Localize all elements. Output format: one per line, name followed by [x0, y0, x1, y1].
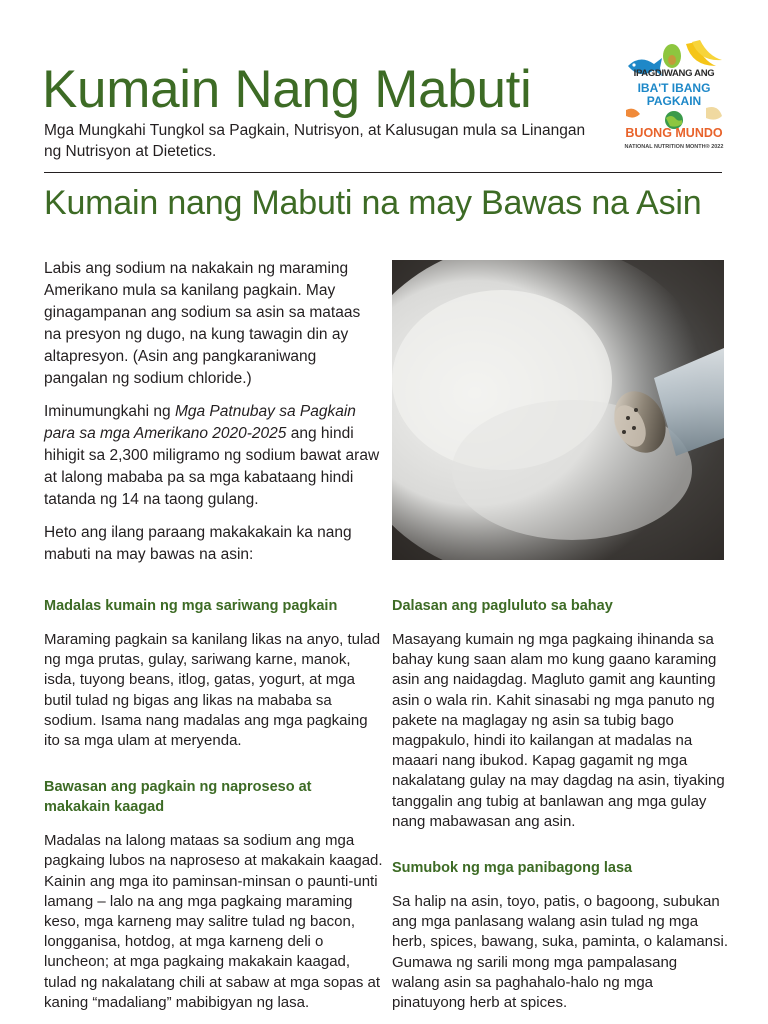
logo-line-2: IBA'T IBANG [637, 81, 711, 95]
intro-p2-prefix: Iminumungkahi ng [44, 403, 175, 420]
masthead-subtitle: Mga Mungkahi Tungkol sa Pagkain, Nutrisyon, at Kalusugan mula sa Linangan ng Nutrisyon at Dietetics. [44, 122, 586, 160]
section-body-new-flavors: Sa halip na asin, toyo, patis, o bagoong, subukan ang mga panlasang walang asin tulad ng mga herb, spices, bawang, suka, paminta, o kalamansi. Gumawa ng sarili mong mga pampalasang walang asin sa paghahalo-halo ng mga pinatuyong herb at spices. [392, 893, 729, 1012]
intro-paragraph-3: Heto ang ilang paraang makakakain ka nang mabuti na may bawas na asin: [44, 524, 352, 563]
intro-paragraph-2 [44, 401, 380, 511]
logo-line-4: BUONG MUNDO [625, 126, 723, 140]
intro-paragraph-1: Labis ang sodium na nakakain ng maraming Amerikano mula sa kanilang pagkain. May ginagampanan ang sodium sa asin sa mataas na presyon ng dugo, na kung tawagin din ay altapresyon. (Asin ang pangkaraniwang pangalan ng sodium chloride.) [44, 260, 361, 387]
salt-shaker-photo [392, 260, 724, 560]
logo-line-5: NATIONAL NUTRITION MONTH® 2022 [624, 144, 724, 150]
section-heading-processed-foods: Bawasan ang pagkain ng naproseso at makakain kaagad [44, 779, 312, 816]
intro-p2-suffix: ang hindi hihigit sa 2,300 miligramo ng sodium bawat araw at lalong mababa pa sa mga kabataang hindi tatanda ng 14 na taong gulang. [44, 425, 380, 508]
section-heading-fresh-foods: Madalas kumain ng mga sariwang pagkain [44, 598, 338, 614]
right-column [392, 596, 728, 1013]
intro-text [44, 258, 380, 577]
logo-line-3: PAGKAIN [646, 94, 702, 108]
section-heading-cook-at-home: Dalasan ang pagluluto sa bahay [392, 598, 613, 614]
section-body-fresh-foods: Maraming pagkain sa kanilang likas na anyo, tulad ng mga prutas, gulay, sariwang karne, manok, isda, tuyong beans, itlog, gatas, yogurt, at mga butil tulad ng bigas ang likas na mababa sa sodium. Isama nang madalas ang mga pagkaing ito sa mga ulam at meryenda. [44, 631, 381, 750]
logo-line-1: IPAGDIWANG ANG [633, 68, 715, 79]
section-body-cook-at-home: Masayang kumain ng mga pagkaing ihinanda sa bahay kung saan alam mo kung gaano karaming asin ang naidagdag. Magluto gamit ang kaunting asin o wala rin. Kahit sinasabi ng mga panuto ng pakete na maglagay ng asin sa tubig bago magpakulo, hindi ito kailangan at madalas na maaari nang ibukod. Kapag gagamit ng mga nakalatang gulay na may dagdag na asin, tiyaking tanggalin ang tubig at banlawan ang mga gulay nang mabawasan ang asin. [392, 631, 725, 830]
section-body-processed-foods: Madalas na lalong mataas sa sodium ang mga pagkaing lubos na naproseso at makakain kaagad. Kainin ang mga ito paminsan-minsan o paunti-unti lamang – lalo na ang mga pagkaing maraming keso, mga karneng may salitre tulad ng bacon, longganisa, hotdog, at mga karneng deli o luncheon; at mga pagkaing makakain kaagad, tulad ng nakalatang chili at sabaw at mga sopas at kaning “madaliang” mabibigyan ng lasa. [44, 832, 383, 1011]
dietary-guidelines-title: Mga Patnubay sa Pagkain para sa mga Amerikano 2020-2025 [44, 403, 356, 442]
left-column [44, 596, 384, 1013]
masthead-title: Kumain Nang Mabuti [42, 60, 532, 119]
section-heading-new-flavors: Sumubok ng mga panibagong lasa [392, 860, 633, 877]
article-title: Kumain nang Mabuti na may Bawas na Asin [44, 184, 702, 222]
nutrition-month-logo [618, 36, 730, 160]
header-divider [44, 172, 722, 173]
